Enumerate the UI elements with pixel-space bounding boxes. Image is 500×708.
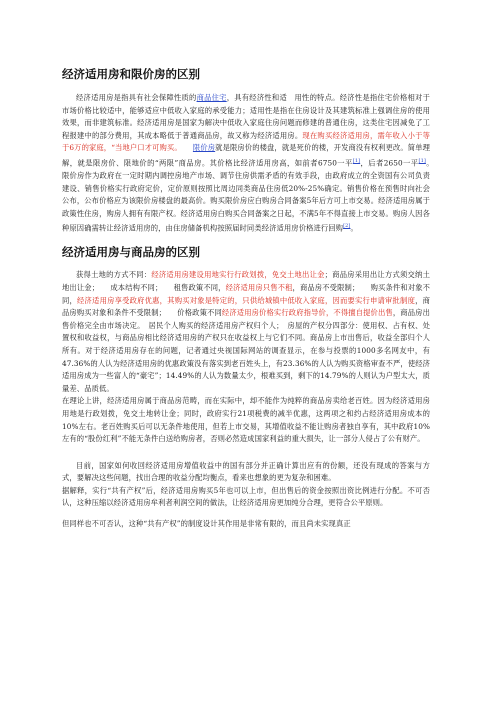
text: 。 [350,223,358,233]
text: 经济适用房是指具有社会保障性质的 [76,93,197,102]
link-price-limited-housing[interactable]: 限价房 [192,143,216,153]
document-body [62,66,445,531]
paragraph-theory: 在理论上讲，经济适用房属于商品房范畴，而在实际中，却不能作为纯粹的商品房卖给老百姓。因为经济适用房用地是行政划拨，免交土地转让金；同时，政府实行21项税费的减半优惠，这两项之和约占经济适用房成本的10%左右。老百姓购买后可以无条件地使用，但若上市交易，其增值收益不能让购房者独自享有，其中政府10%左有的“股份红利”不能无条件白送给购房者，否则必然造成国家利益的重大损失，让一部分人侵占了公有财产。 [62,396,430,444]
spacer [62,510,430,518]
text: 。 限价房作为政府在一定时期内调控房地产市场、调节住房供需矛盾的有效手段，由政府成立的全资国有公司负责建设、销售价格实行政府定价，定价原则按照比周边同类商品住房低20%-25%确定。销售价格在预售时向社会公布，公布价格应为该限价房楼盘的最高价。购买限价房应白购房合同备案5年后方可上市交易。经济适用房属于政策性住房，购房人拥有有限产权。经济适用房白购买合同备案之日起，不满5年不得直接上市交易。购房人因各种原因确需转让经济适用房的，由住房储备机构按照届时同类经济适用房价格进行回购 [62,158,445,233]
highlight-text: 经济适用房享受政府优惠，其购买对象是特定的，只供给城镇中低收入家庭，因而要实行申请审批制度 [77,295,416,305]
text: ，商品房购买对象和条件不受限制； 价格政策不同 [62,295,431,318]
footnote-ref[interactable]: [1] [418,157,426,164]
paragraph-explanation: 据解释，实行“共有产权”后，经济适用房购买5年也可以上市，但出售后的资金按照出资比例进行分配。不可否认，这种压缩以经济适用房牟利者利润空间的做法，让经济适用房更加纯分合理，更符合公平原则。 [62,485,430,508]
highlight-text: 经济适用房只售不租 [225,282,293,292]
text: 就是限房价的楼盘，就是死价的楼，开发商没有权利更改。简单理解，就是限房价、限地价的“两限”商品房。其价格比经济适用房高，如前者6750一平 [62,143,431,168]
text: ，具有经济性和适 用性的特点。经济性是指住宅价格相对于市场价格比较适中，能够适应中低收入家庭的承受能力；适用性是指在住房设计及其建筑标准上强调住房的使用效果，而非建筑标准。经济适用房是国家为解决中低收入家庭住房问题而修建的普通住房，这类住宅因减免了工程报建中的部分费用，其成本略低于普通商品房，故又称为经济适用房。 [62,93,430,140]
paragraph-current: 目前，国家如何收回经济适用房增值收益中的国有部分并正确计算出应有的份额，还没有现成的答案与方式，要解决这些问题，找出合理的收益分配均衡点，看来也想象的更为复杂和困难。 [62,460,430,483]
spacer [62,446,430,460]
text: 获得土地的方式不同： [76,270,152,280]
paragraph-differences [62,269,430,395]
text: ，商品房不受限制； 购买条件和对象不同， [62,282,431,305]
section-heading-1: 经济适用房和限价房的区别 [62,67,200,81]
footnote-ref[interactable]: [2] [343,223,351,230]
highlight-text: 现在购买经济适用房，需年收入小于等于6万的家庭，“当地户口才可购买。 [62,130,431,153]
footnote-ref[interactable]: [1] [352,157,361,164]
highlight-text: 经济适用房价格实行政府指导价，不得擅自提价出售 [221,308,393,318]
paragraph-definition [62,92,445,235]
link-commercial-housing[interactable]: 商品住宅 [196,93,227,102]
text: ，后者2650一平 [360,158,419,168]
text: ，商品房出售价格完全由市场决定。 居民个人购买的经济适用房产权归个人； 房屋的产权分四部分：使用权、占有权、处置权和收益权，与商品房相比经济适用房的产权只在收益权上与它们不同。商品房上市出售后，收益全部归个人所有。对于经济适用房存在的问题，记者通过央视国际网站的调查显示，在参与投票的1000多名网友中，有47.36%的人认为经济适用房的优惠政策没有落实到老百姓头上，有23.36%的人认为购买资格审查不严，使经济适用房成为一些富人的“豪宅”；14.49%的人认为数量太少，根难买到，剩下的14.79%的人则认为户型太大，质量差、品质低。 [62,308,430,393]
highlight-text: 经济适用房建设用地实行行政划拨，免交土地出让金 [151,270,325,280]
section-heading-2: 经济适用房与商品房的区别 [62,245,200,260]
paragraph-conclusion: 但同样也不可否认，这种“共有产权”的制度设计其作用是非常有限的，而且尚未实现真正 [62,519,351,529]
text: ；商品房采用出让方式须交纳土地出让金； 成本结构不同； 租售政策不同， [62,270,430,292]
